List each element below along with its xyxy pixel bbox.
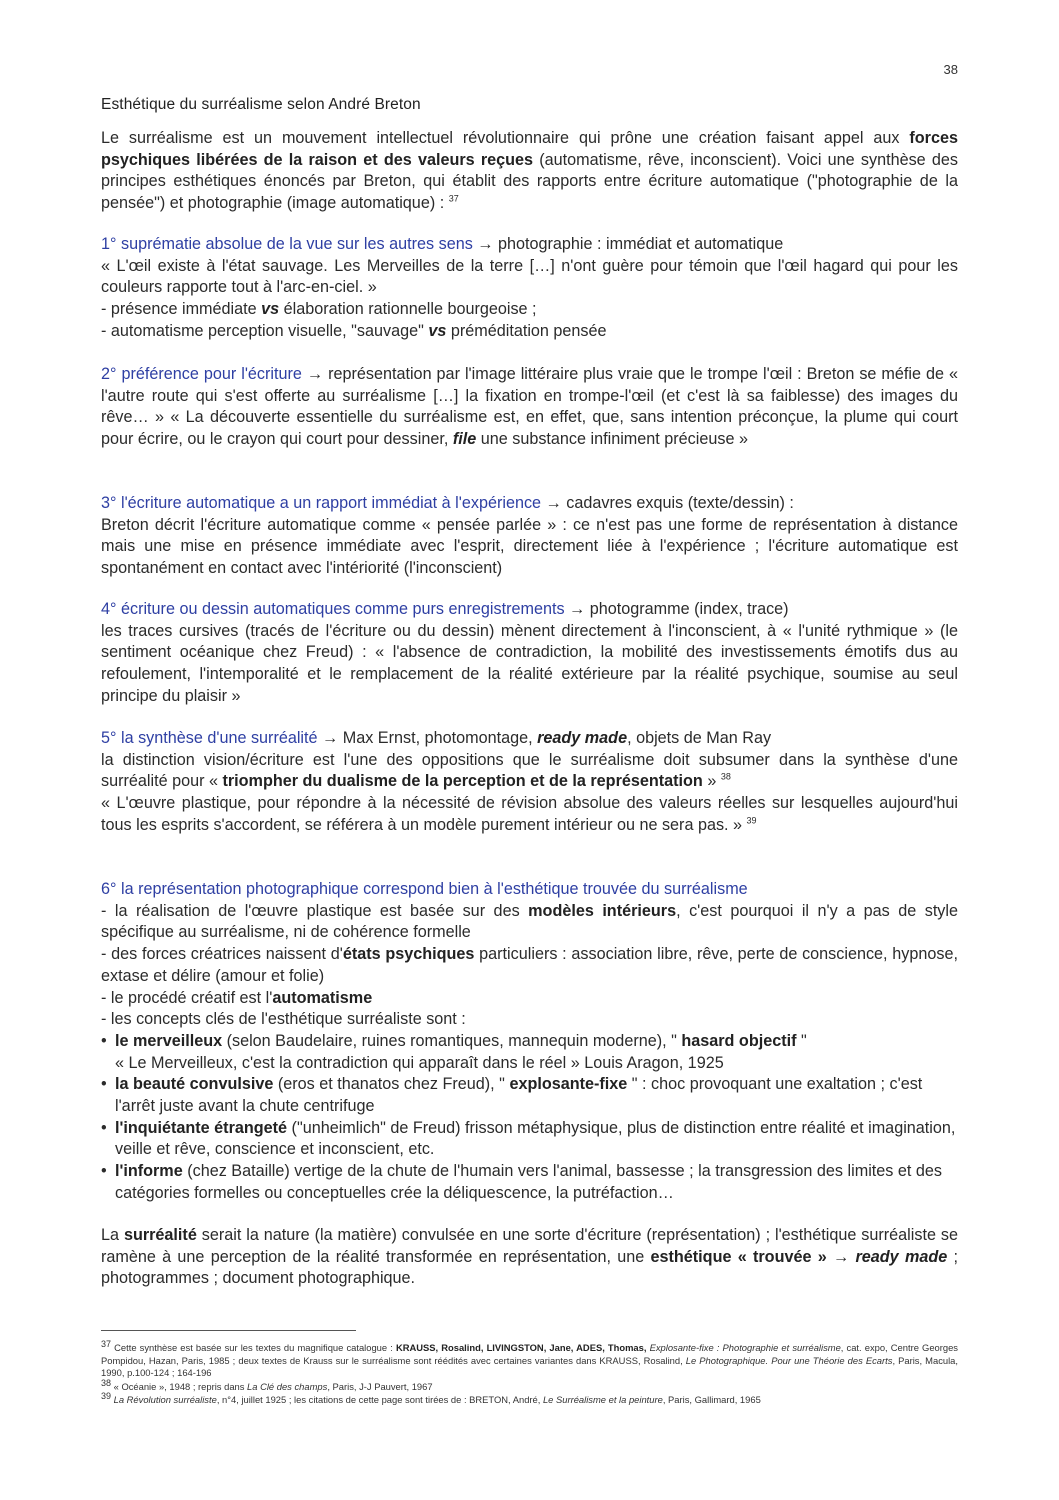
footnote-number: 37 [101,1338,112,1349]
page-number: 38 [943,62,958,77]
section-4-heading: 4° écriture ou dessin automatiques comme purs enregistrements [101,600,565,618]
conclusion-bold: esthétique « trouvée » [650,1247,827,1266]
section-5-text: la distinction vision/écriture est l'une des oppositions que le surréalisme doit subsumer dans la synthèse d'une surréalité pour « [101,750,958,791]
point-bold: automatisme [272,988,373,1007]
section-6-heading: 6° la représentation photographique correspond bien à l'esthétique trouvée du surréalisme [101,880,748,898]
section-1-arrow-text: → photographie : immédiat et automatique [472,235,784,253]
footnote-text: , n°4, juillet 1925 ; les citations de cette page sont tirées de : BRETON, André, [216,1394,543,1405]
section-1-line-2 [101,321,958,343]
list-item [101,1031,958,1074]
section-4-text: les traces cursives (tracés de l'écriture ou du dessin) mènent directement à l'inconscient, à « l'unité rythmique » (le sentiment océanique chez Freud) : « l'absence de contradiction, la mobilité des investissements émotifs dus au refoulement, l'intemporalité et le remplacement de la réalité extérieure par la réalité psychique, soumise au seul principe du plaisir » [101,621,958,705]
point-text: - le procédé créatif est l' [101,988,273,1007]
concept-quote: « Le Merveilleux, c'est la contradiction qui apparaît dans le réel » Louis Aragon, 1925 [115,1053,724,1072]
section-6 [101,879,958,1205]
vs-label: vs [261,300,280,319]
intro-bold: forces psychiques libérées de la raison et des valeurs reçues [101,129,958,169]
footnote-text: , Paris, Gallimard, 1965 [662,1394,761,1405]
concept-bold: hasard objectif [681,1031,797,1050]
line-text: - automatisme perception visuelle, "sauvage" [101,321,429,340]
section-1-quote: « L'œil existe à l'état sauvage. Les Merveilles de la terre […] n'ont guère pour témoin que l'œil hagard qui pour les couleurs rapporte tout à l'arc-en-ciel. » [101,256,958,297]
point-bold: modèles intérieurs [528,901,677,920]
conclusion-paragraph [101,1225,958,1290]
footnote-37 [101,1338,958,1380]
footnote-title: Le Photographique. Pour une Théorie des Ecarts [685,1354,893,1366]
point-text: - la réalisation de l'œuvre plastique est basée sur des [101,901,529,920]
footnote-ref-38[interactable]: 38 [720,772,731,783]
concept-text: (eros et thanatos chez Freud), " [273,1075,510,1094]
section-2-heading: 2° préférence pour l'écriture [101,365,302,383]
section-5-heading: 5° la synthèse d'une surréalité [101,729,318,747]
section-3-heading: 3° l'écriture automatique a un rapport immédiat à l'expérience [101,494,542,512]
footnote-number: 39 [101,1390,112,1401]
section-2-file: file [452,430,477,449]
point-bold: états psychiques [342,945,475,964]
concept-name: l'informe [115,1162,183,1181]
point-text: particuliers : association libre, rêve, perte de conscience, hypnose, extase et délire (amour et folie) [101,945,958,985]
footnote-title: Explosante-fixe : Photographie et surréalisme [649,1342,841,1353]
concept-bold: explosante-fixe [509,1075,628,1094]
section-5-text-2: » [702,772,721,791]
section-2-end: une substance infiniment précieuse » [476,430,748,449]
footnote-39 [101,1390,958,1407]
footnote-divider [101,1330,356,1331]
section-5-arrow-end: , objets de Man Ray [627,729,772,747]
ready-made-label: ready made [855,1247,948,1266]
conclusion-text: → [826,1247,856,1266]
footnote-text: , Paris, Macula, 1990, p.100-124 ; 164-196 [101,1354,958,1379]
concepts-list [101,1031,958,1205]
line-text: préméditation pensée [446,321,607,340]
concept-name: le merveilleux [115,1031,223,1050]
list-item [101,1161,958,1204]
section-2-text: → représentation par l'image littéraire plus vraie que le trompe l'œil : Breton se méfie de « l'autre route qui s'est offerte au surréalisme […] la fixation en trompe-l'œil (et c'est là sa faiblesse) des images du rêve… » « La découverte essentielle du surréalisme est, en effet, que, sans intention préconçue, la plume qui court pour écrire, ou le crayon qui court pour dessiner, [101,365,958,449]
section-2 [101,364,958,451]
footnote-text: Cette synthèse est basée sur les textes du magnifique catalogue : [111,1342,396,1353]
concept-text: " [796,1031,807,1050]
section-1-heading: 1° suprématie absolue de la vue sur les autres sens [101,235,473,253]
section-6-point-1 [101,901,958,944]
page-title: Esthétique du surréalisme selon André Breton [101,96,421,113]
footnote-title: La Clé des champs [247,1381,328,1392]
footnote-ref-37[interactable]: 37 [448,193,459,204]
concept-text: (chez Bataille) vertige de la chute de l'humain vers l'animal, bassesse ; la transgression des limites et des catégories formelles ou conceptuelles crée la déliquescence, la putréfaction… [115,1162,942,1202]
section-3-arrow-text: → cadavres exquis (texte/dessin) : [541,494,794,512]
footnote-ref-39[interactable]: 39 [746,815,757,826]
vs-label: vs [428,321,447,340]
section-5 [101,728,958,837]
intro-paragraph [101,128,958,215]
footnote-text: , cat. expo, Centre Georges Pompidou, Hazan, Paris, 1985 ; deux textes de Krauss sur le surréalisme sont réédités avec certaines variantes dans KRAUSS, Rosalind, [101,1342,958,1366]
footnote-text: , Paris, J-J Pauvert, 1967 [327,1381,433,1392]
conclusion-text: La [101,1226,124,1244]
footnote-title: La Révolution surréaliste [113,1394,217,1405]
section-6-point-3 [101,988,958,1010]
list-item [101,1118,958,1161]
concept-name: la beauté convulsive [115,1075,274,1094]
footnote-number: 38 [101,1377,112,1388]
footnote-text: « Océanie », 1948 ; repris dans [111,1381,248,1392]
point-text: - des forces créatrices naissent d' [101,945,343,964]
line-text: - présence immédiate [101,300,262,319]
concept-name: l'inquiétante étrangeté [115,1118,288,1137]
footnote-38 [101,1377,958,1394]
intro-text: Le surréalisme est un mouvement intellectuel révolutionnaire qui prône une création faisant appel aux [101,129,910,147]
section-3-text: Breton décrit l'écriture automatique comme « pensée parlée » : ce n'est pas une forme de représentation à distance mais une mise en présence immédiate avec l'esprit, directement liée à l'expérience ; l'écriture automatique est spontanément en contact avec l'intériorité (l'inconscient) [101,515,958,578]
point-text: , c'est pourquoi il n'y a pas de style spécifique au surréalisme, ni de cohérence formelle [101,901,959,942]
section-4 [101,599,958,708]
conclusion-text: ; photogrammes ; document photographique. [101,1247,958,1288]
line-text: élaboration rationnelle bourgeoise ; [279,300,537,319]
concept-text: (selon Baudelaire, ruines romantiques, mannequin moderne), " [222,1031,682,1050]
section-6-point-2 [101,944,958,987]
section-1 [101,234,958,343]
concept-text: " : choc provoquant une exaltation ; c'est l'arrêt juste avant la chute centrifuge [115,1075,923,1116]
section-6-point-4: - les concepts clés de l'esthétique surréaliste sont : [101,1010,466,1029]
section-1-line-1 [101,299,958,321]
section-4-arrow-text: → photogramme (index, trace) [564,600,789,618]
concept-text: ("unheimlich" de Freud) frisson métaphysique, plus de distinction entre réalité et imagination, veille et rêve, conscience et inconscient, etc. [115,1118,956,1159]
section-5-quote: « L'œuvre plastique, pour répondre à la nécessité de révision absolue des valeurs réelles sur lesquelles aujourd'hui tous les esprits s'accordent, se référera à un modèle purement intérieur ou ne sera pas. » [101,794,958,834]
ready-made-label: ready made [537,729,628,747]
conclusion-bold: surréalité [123,1226,197,1244]
intro-text-2: (automatisme, rêve, inconscient). Voici une synthèse des principes esthétiques énoncés par Breton, qui établit des rapports entre écriture automatique ("photographie de la pensée") et photographie (image automatique) : [101,150,958,213]
footnote-authors: KRAUSS, Rosalind, LIVINGSTON, Jane, ADES, Thomas, [395,1342,650,1353]
section-3 [101,493,958,580]
section-5-arrow-text: → Max Ernst, photomontage, [317,729,538,747]
footnote-title: Le Surréalisme et la peinture [542,1394,663,1405]
section-5-bold: triompher du dualisme de la perception et de la représentation [222,772,703,791]
list-item [101,1074,958,1117]
conclusion-text: serait la nature (la matière) convulsée en une sorte d'écriture (représentation) ; l'esthétique surréaliste se ramène à une perception de la réalité transformée en représentation, une [101,1226,958,1266]
